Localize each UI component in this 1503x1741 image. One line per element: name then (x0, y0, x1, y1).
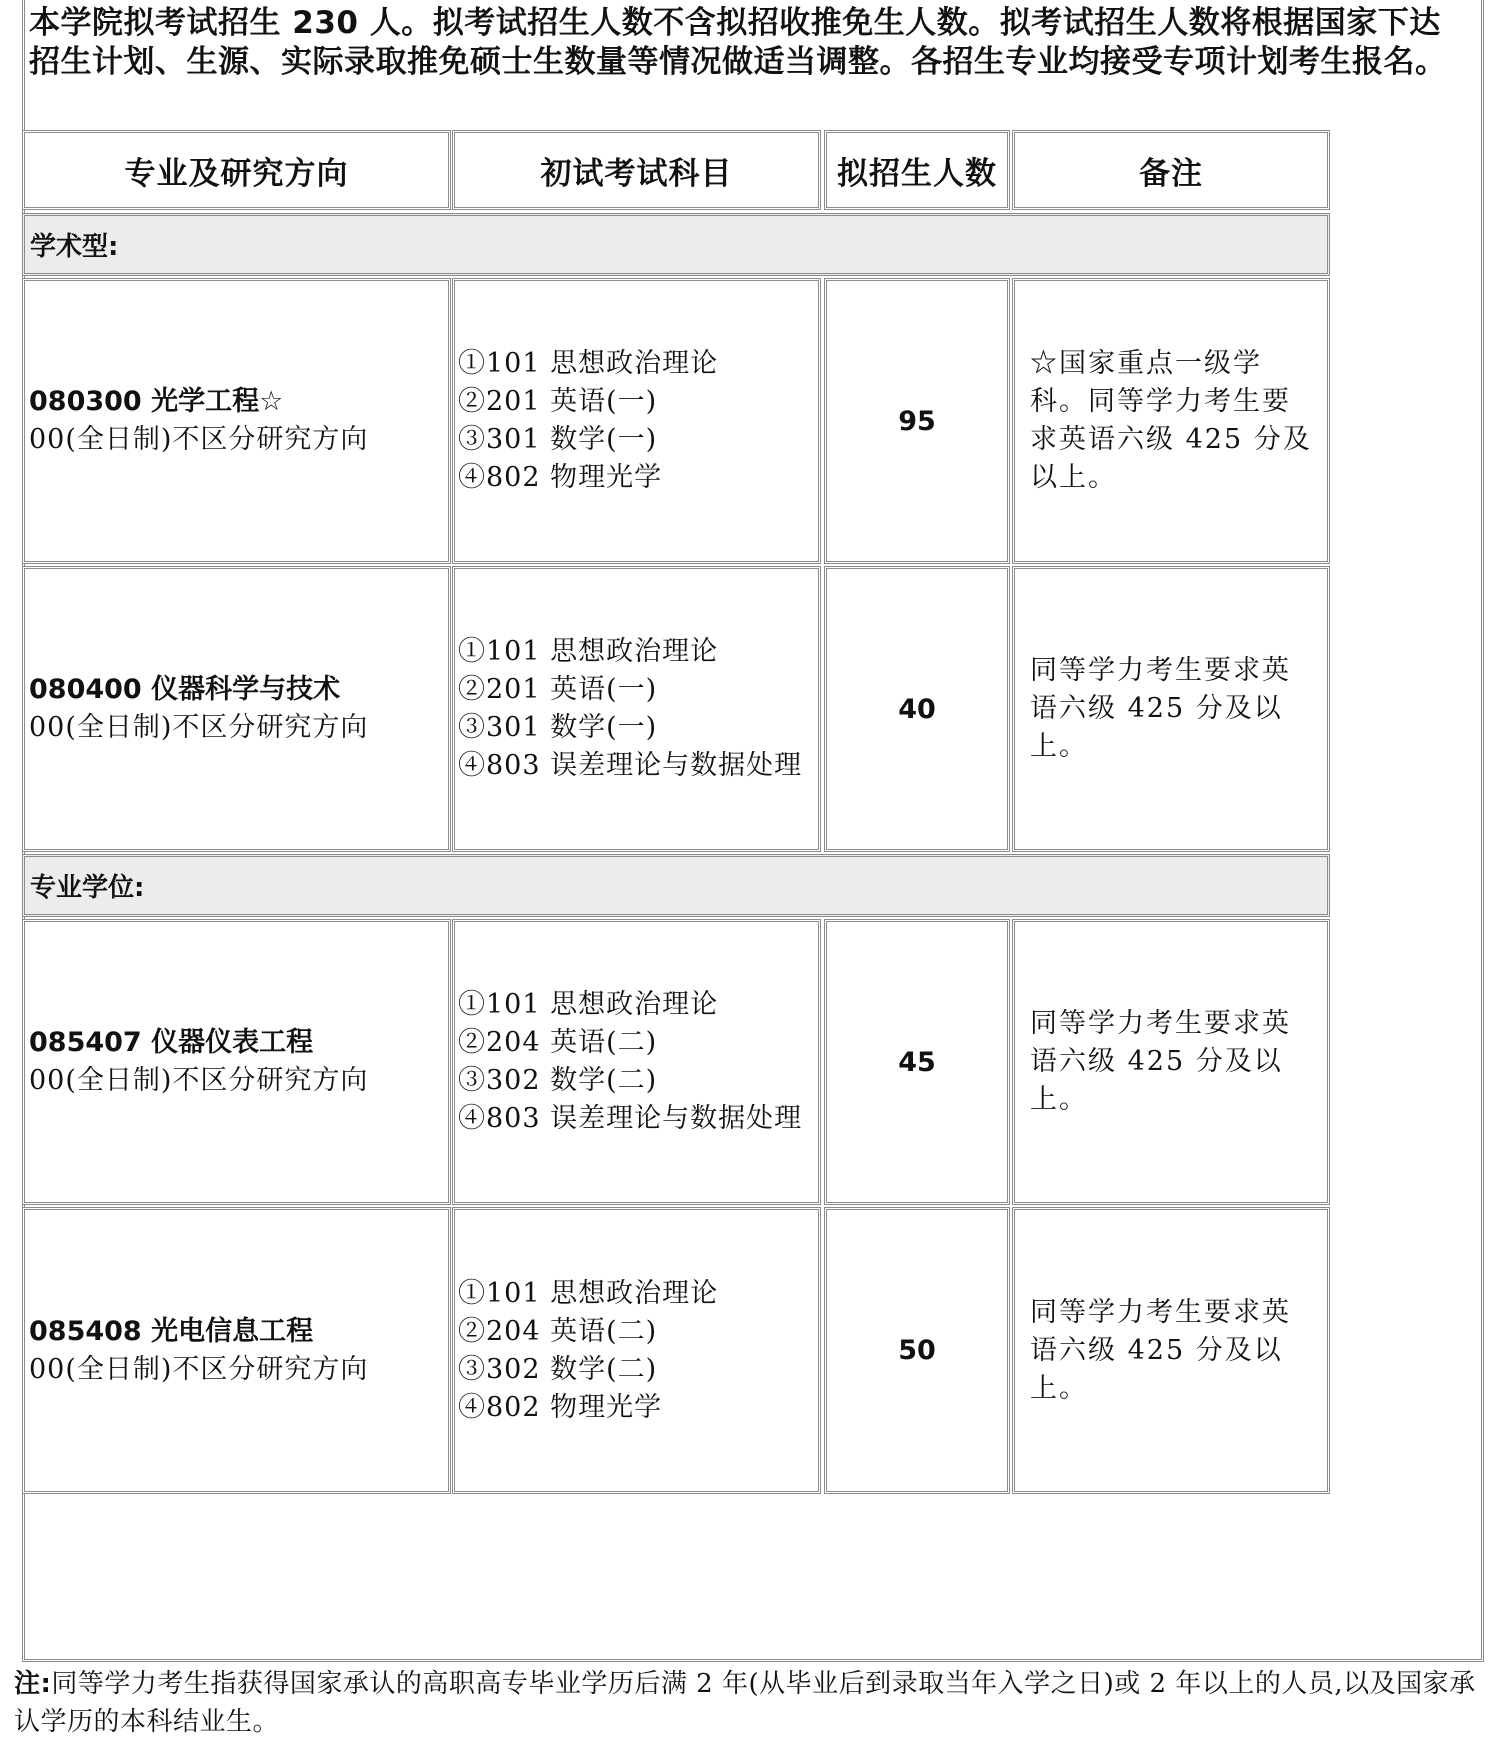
subject-item: ④803 误差理论与数据处理 (458, 1103, 803, 1134)
subject-item: ①101 思想政治理论 (458, 636, 719, 667)
enrollment-count: 50 (824, 1207, 1010, 1494)
major-code: 085408 光电信息工程 (29, 1315, 314, 1347)
subject-item: ②201 英语(一) (458, 674, 658, 705)
enrollment-count: 95 (824, 278, 1010, 564)
intro-paragraph: 本学院拟考试招生 230 人。拟考试招生人数不含拟招收推免生人数。拟考试招生人数将根据国家下达招生计划、生源、实际录取推免硕士生数量等情况做适当调整。各招生专业均接受专项计划考生报名。 (29, 5, 1447, 80)
subject-item: ②204 英语(二) (458, 1315, 658, 1347)
exam-subjects (452, 919, 821, 1205)
subject-item: ③302 数学(二) (458, 1353, 658, 1385)
exam-subjects (452, 566, 821, 852)
enrollment-count: 45 (824, 919, 1010, 1205)
subject-item: ③302 数学(二) (458, 1065, 658, 1096)
exam-subjects (452, 1207, 821, 1494)
footnote-label: 注: (14, 1669, 52, 1699)
table-row (22, 919, 451, 1205)
table-row (22, 278, 451, 564)
table-row (22, 1207, 451, 1494)
remark-text: ☆国家重点一级学科。同等学力考生要求英语六级 425 分及以上。 (1030, 348, 1312, 493)
subject-item: ④802 物理光学 (458, 1391, 663, 1423)
subject-item: ③301 数学(一) (458, 712, 658, 743)
remark-text: 同等学力考生要求英语六级 425 分及以上。 (1030, 1008, 1291, 1115)
major-direction: 00(全日制)不区分研究方向 (29, 1353, 369, 1385)
header-major: 专业及研究方向 (22, 130, 451, 210)
remark-cell (1012, 1207, 1330, 1494)
major-direction: 00(全日制)不区分研究方向 (29, 424, 369, 455)
table-row (22, 566, 451, 852)
major-code: 080300 光学工程☆ (29, 386, 284, 417)
major-direction: 00(全日制)不区分研究方向 (29, 712, 369, 743)
subject-item: ④802 物理光学 (458, 462, 663, 493)
subject-item: ①101 思想政治理论 (458, 989, 719, 1020)
remark-text: 同等学力考生要求英语六级 425 分及以上。 (1030, 1296, 1291, 1404)
section-professional: 专业学位: (22, 854, 1330, 917)
subject-item: ③301 数学(一) (458, 424, 658, 455)
exam-subjects (452, 278, 821, 564)
major-code: 080400 仪器科学与技术 (29, 674, 341, 705)
major-code: 085407 仪器仪表工程 (29, 1027, 314, 1058)
remark-text: 同等学力考生要求英语六级 425 分及以上。 (1030, 655, 1291, 762)
subject-item: ④803 误差理论与数据处理 (458, 750, 803, 781)
subject-item: ①101 思想政治理论 (458, 348, 719, 379)
footnote-text: 同等学力考生指获得国家承认的高职高专毕业学历后满 2 年(从毕业后到录取当年入学之日)或 2 年以上的人员,以及国家承认学历的本科结业生。 (14, 1669, 1476, 1737)
major-direction: 00(全日制)不区分研究方向 (29, 1065, 369, 1096)
subject-item: ②201 英语(一) (458, 386, 658, 417)
remark-cell (1012, 919, 1330, 1205)
header-remark: 备注 (1012, 130, 1330, 210)
header-count: 拟招生人数 (824, 130, 1010, 210)
enrollment-count: 40 (824, 566, 1010, 852)
section-academic: 学术型: (22, 213, 1330, 276)
subject-item: ①101 思想政治理论 (458, 1277, 719, 1309)
header-subjects: 初试考试科目 (452, 130, 821, 210)
footnote (14, 1665, 1484, 1741)
remark-cell (1012, 278, 1330, 564)
remark-cell (1012, 566, 1330, 852)
subject-item: ②204 英语(二) (458, 1027, 658, 1058)
